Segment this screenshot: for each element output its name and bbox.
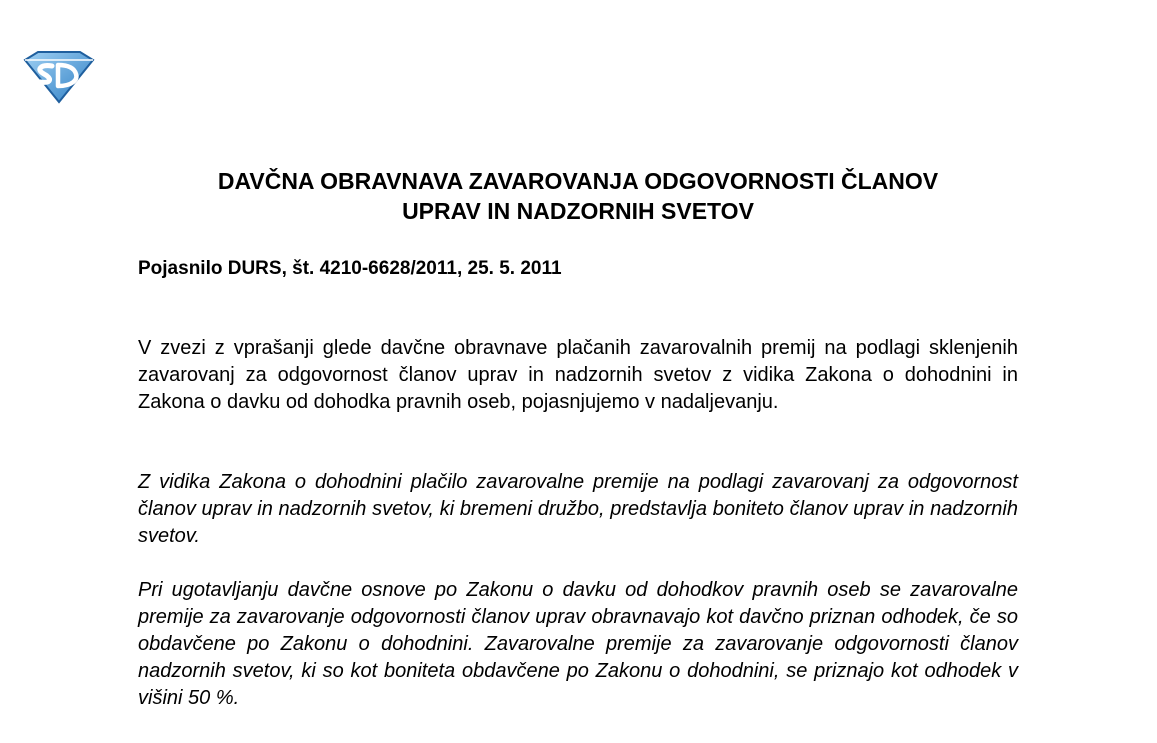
document-title — [138, 166, 1018, 226]
document-reference: Pojasnilo DURS, št. 4210-6628/2011, 25. 5. 2011 — [138, 258, 562, 279]
paragraph-3: Pri ugotavljanju davčne osnove po Zakonu o davku od dohodkov pravnih oseb se zavarovalne premije za zavarovanje odgovornosti članov uprav obravnavajo kot davčno priznan odhodek, če so obdavčene po Zakonu o dohodnini. Zavarovalne premije za zavarovanje odgovornosti članov nadzornih svetov, ki so kot boniteta obdavčene po Zakonu o dohodnini, se priznajo kot odhodek v višini 50 %. — [138, 579, 1018, 709]
paragraph-2: Z vidika Zakona o dohodnini plačilo zavarovalne premije na podlagi zavarovanj za odgovornost članov uprav in nadzornih svetov, ki bremeni družbo, predstavlja boniteto članov uprav in nadzornih svetov. — [138, 471, 1018, 547]
document-title-line-2: UPRAV IN NADZORNIH SVETOV — [402, 198, 754, 224]
paragraph-1: V zvezi z vprašanji glede davčne obravnave plačanih zavarovalnih premij na podlagi sklenjenih zavarovanj za odgovornost članov uprav in nadzornih svetov z vidika Zakona o dohodnini in Zakona o davku od dohodka pravnih oseb, pojasnjujemo v nadaljevanju. — [138, 337, 1018, 413]
document-title-line-1: DAVČNA OBRAVNAVA ZAVAROVANJA ODGOVORNOSTI ČLANOV — [217, 168, 939, 194]
sd-shield-logo-icon — [22, 50, 96, 104]
